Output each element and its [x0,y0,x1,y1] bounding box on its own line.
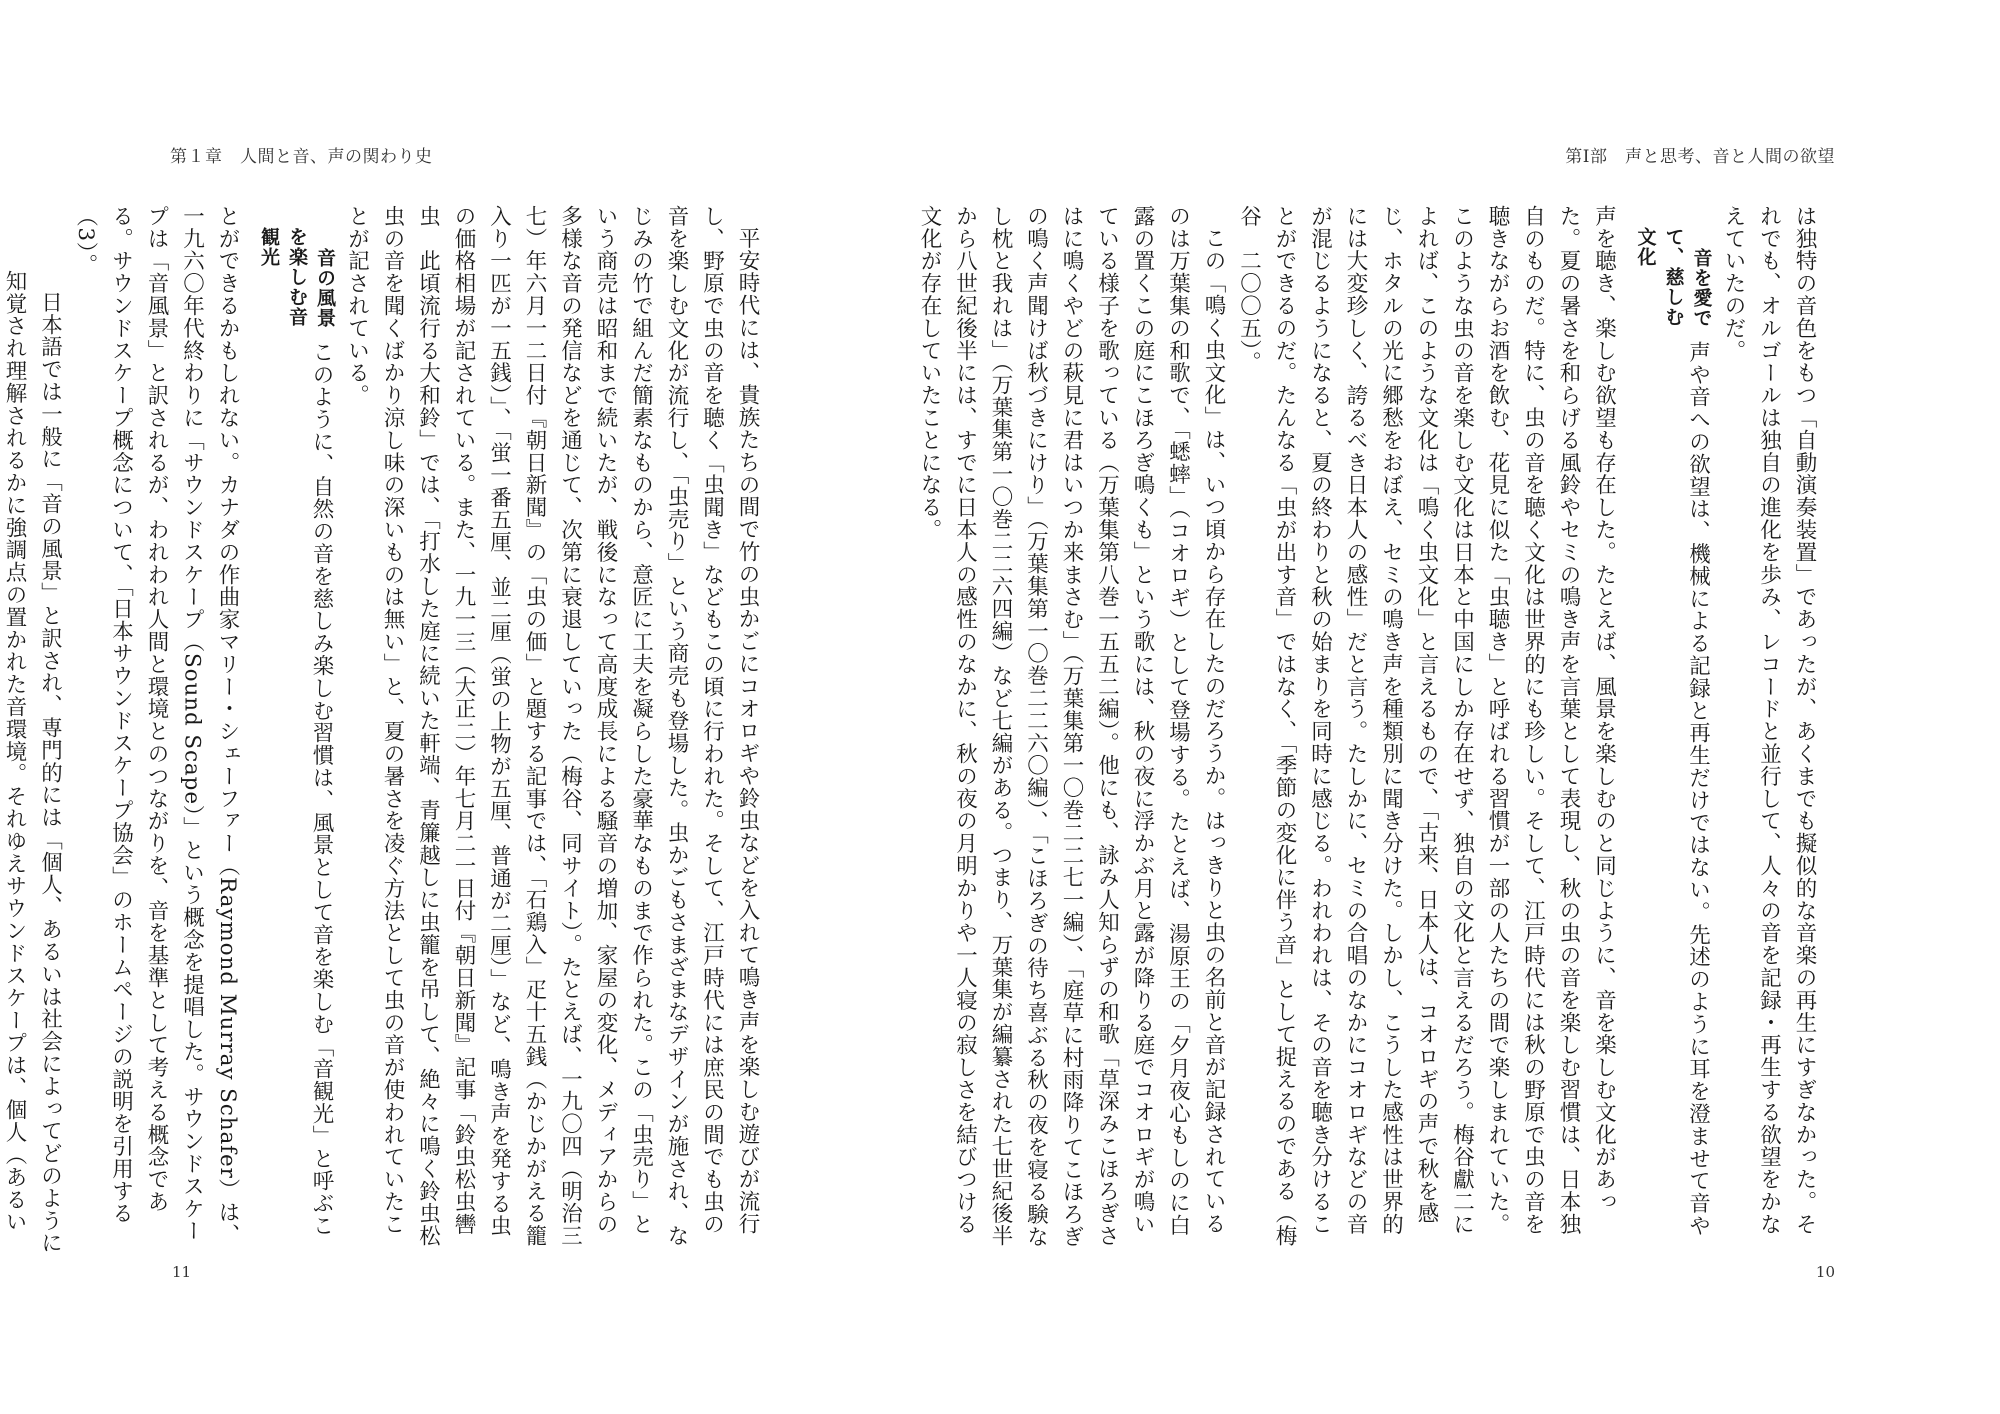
paragraph: は独特の音色をもつ「自動演奏装置」であったが、あくまでも擬似的な音楽の再生にすぎなかった。それでも、オルゴールは独自の進化を歩み、レコードと並行して、人々の音を記録・再生する欲望をかなえていたのだ。 [1721,205,1817,1236]
section-subhead: 音を愛でて、慈しむ文化 [1634,226,1713,328]
body-text [917,205,1822,1255]
running-head: 第Ⅰ部 声と思考、音と人間の欲望 [1565,147,1835,167]
body-text [2,205,765,1255]
section-subhead: 音の風景を楽しむ音観光 [258,226,336,328]
page-number: 11 [172,1263,192,1281]
paragraph-text: 声や音への欲望は、機械による記録と再生だけではない。先述のように耳を澄ませて音や声を聴き、楽しむ欲望も存在した。たとえば、風景を楽しむのと同じように、音を楽しむ文化があった。夏の暑さを和らげる風鈴やセミの鳴き声を言葉として表現し、秋の虫の音を楽しむ習慣は、日本独自のものだ。特に、虫の音を聴く文化は世界的にも珍しい。そして、江戸時代には秋の野原で虫の音を聴きながらお酒を飲む、花見に似た「虫聴き」と呼ばれる習慣が一部の人たちの間で楽しまれていた。このような虫の音を楽しむ文化は日本と中国にしか存在せず、独自の文化と言えるだろう。梅谷獻二によれば、このような文化は「鳴く虫文化」と言えるもので、「古来、日本人は、コオロギの声で秋を感じ、ホタルの光に郷愁をおぼえ、セミの鳴き声を種類別に聞き分けた。しかし、こうした感性は世界的には大変珍しく、誇るべき日本人の感性」だと言う。たしかに、セミの合唱のなかにコオロギなどの音が混じるようになると、夏の終わりと秋の始まりを同時に感じる。われわれは、その音を聴き分けることができるのだ。たんなる「虫が出す音」ではなく、「季節の変化に伴う音」として捉えるのである（梅谷 二〇〇五）。 [1236,205,1711,1248]
running-head: 第１章 人間と音、声の関わり史 [170,147,433,167]
paragraph [1231,205,1716,1255]
paragraph: この「鳴く虫文化」は、いつ頃から存在したのだろうか。はっきりと虫の名前と音が記録されているのは万葉集の和歌で、「蟋蟀」（コオロギ）として登場する。たとえば、湯原王の「夕月夜心もしのに白露の置くこの庭にこほろぎ鳴くも」という歌には、秋の夜に浮かぶ月と露が降りる庭でコオロギが鳴いている様子を歌っている（万葉集第八巻一五五二編）。他にも、詠み人知らずの和歌「草深みこほろぎさはに鳴くやどの萩見に君はいつか来まさむ」（万葉集第一〇巻二二七一編）、「庭草に村雨降りてこほろぎの鳴く声聞けば秋づきにけり」（万葉集第一〇巻二二六〇編）、「こほろぎの待ち喜ぶる秋の夜を寝る験なし枕と我れは」（万葉集第一〇巻二二六四編）など七編がある。つまり、万葉集が編纂された七世紀後半から八世紀後半には、すでに日本人の感性のなかに、秋の夜の月明かりや一人寝の寂しさを結びつける文化が存在していたことになる。 [917,205,1226,1248]
right-page [917,0,2000,1414]
paragraph: 平安時代には、貴族たちの間で竹の虫かごにコオロギや鈴虫などを入れて鳴き声を楽しむ遊びが流行し、野原で虫の音を聴く「虫聞き」などもこの頃に行われた。そして、江戸時代には庶民の間でも虫の音を楽しむ文化が流行し、「虫売り」という商売も登場した。虫かごもさまざまなデザインが施され、なじみの竹で組んだ簡素なものから、意匠に工夫を凝らした豪華なものまで作られた。この「虫売り」という商売は昭和まで続いたが、戦後になって高度成長による騒音の増加、家屋の変化、メディアからの多様な音の発信などを通じて、次第に衰退していった（梅谷、同サイト）。たとえば、一九〇四（明治三七）年六月一二日付『朝日新聞』の「虫の価」と題する記事では、「石鶏入」疋十五銭（かじかがえる籠入り一匹が一五銭）」、「蛍一番五厘、並二厘（蛍の上物が五厘、普通が二厘）」など、鳴き声を発する虫の価格相場が記されている。また、一九一三（大正二）年七月二一日付『朝日新聞』記事「鈴虫松虫轡虫 此頃流行る大和鈴」では、「打水した庭に続いた軒端、青簾越しに虫籠を吊して、絶々に鳴く鈴虫松虫の音を聞くばかり涼し味の深いものは無い」と、夏の暑さを凌ぐ方法として虫の音が使われていたことが記されている。 [344,205,760,1248]
paragraph-text: このように、自然の音を慈しみ楽しむ習慣は、風景として音を楽しむ「音観光」と呼ぶことができるかもしれない。カナダの作曲家マリー・シェーファー（Raymond Murray Schafer）は、一九六〇年代終わりに「サウンドスケープ（Sound Scape）」という概念を提唱した。サウンドスケープは「音風景」と訳されるが、われわれ人間と環境とのつながりを、音を基準として考える概念である。サウンドスケープ概念について、「日本サウンドスケープ協会」のホームページの説明を引用する（3）。 [73,205,334,1247]
block-quote: 日本語では一般に「音の風景」と訳され、専門的には「個人、あるいは社会によってどのように知覚され理解されるかに強調点の置かれた音環境。それゆえサウンドスケープは、個人（あるい [2,269,63,1255]
paragraph [68,205,340,1255]
page-number: 10 [1815,1263,1835,1281]
